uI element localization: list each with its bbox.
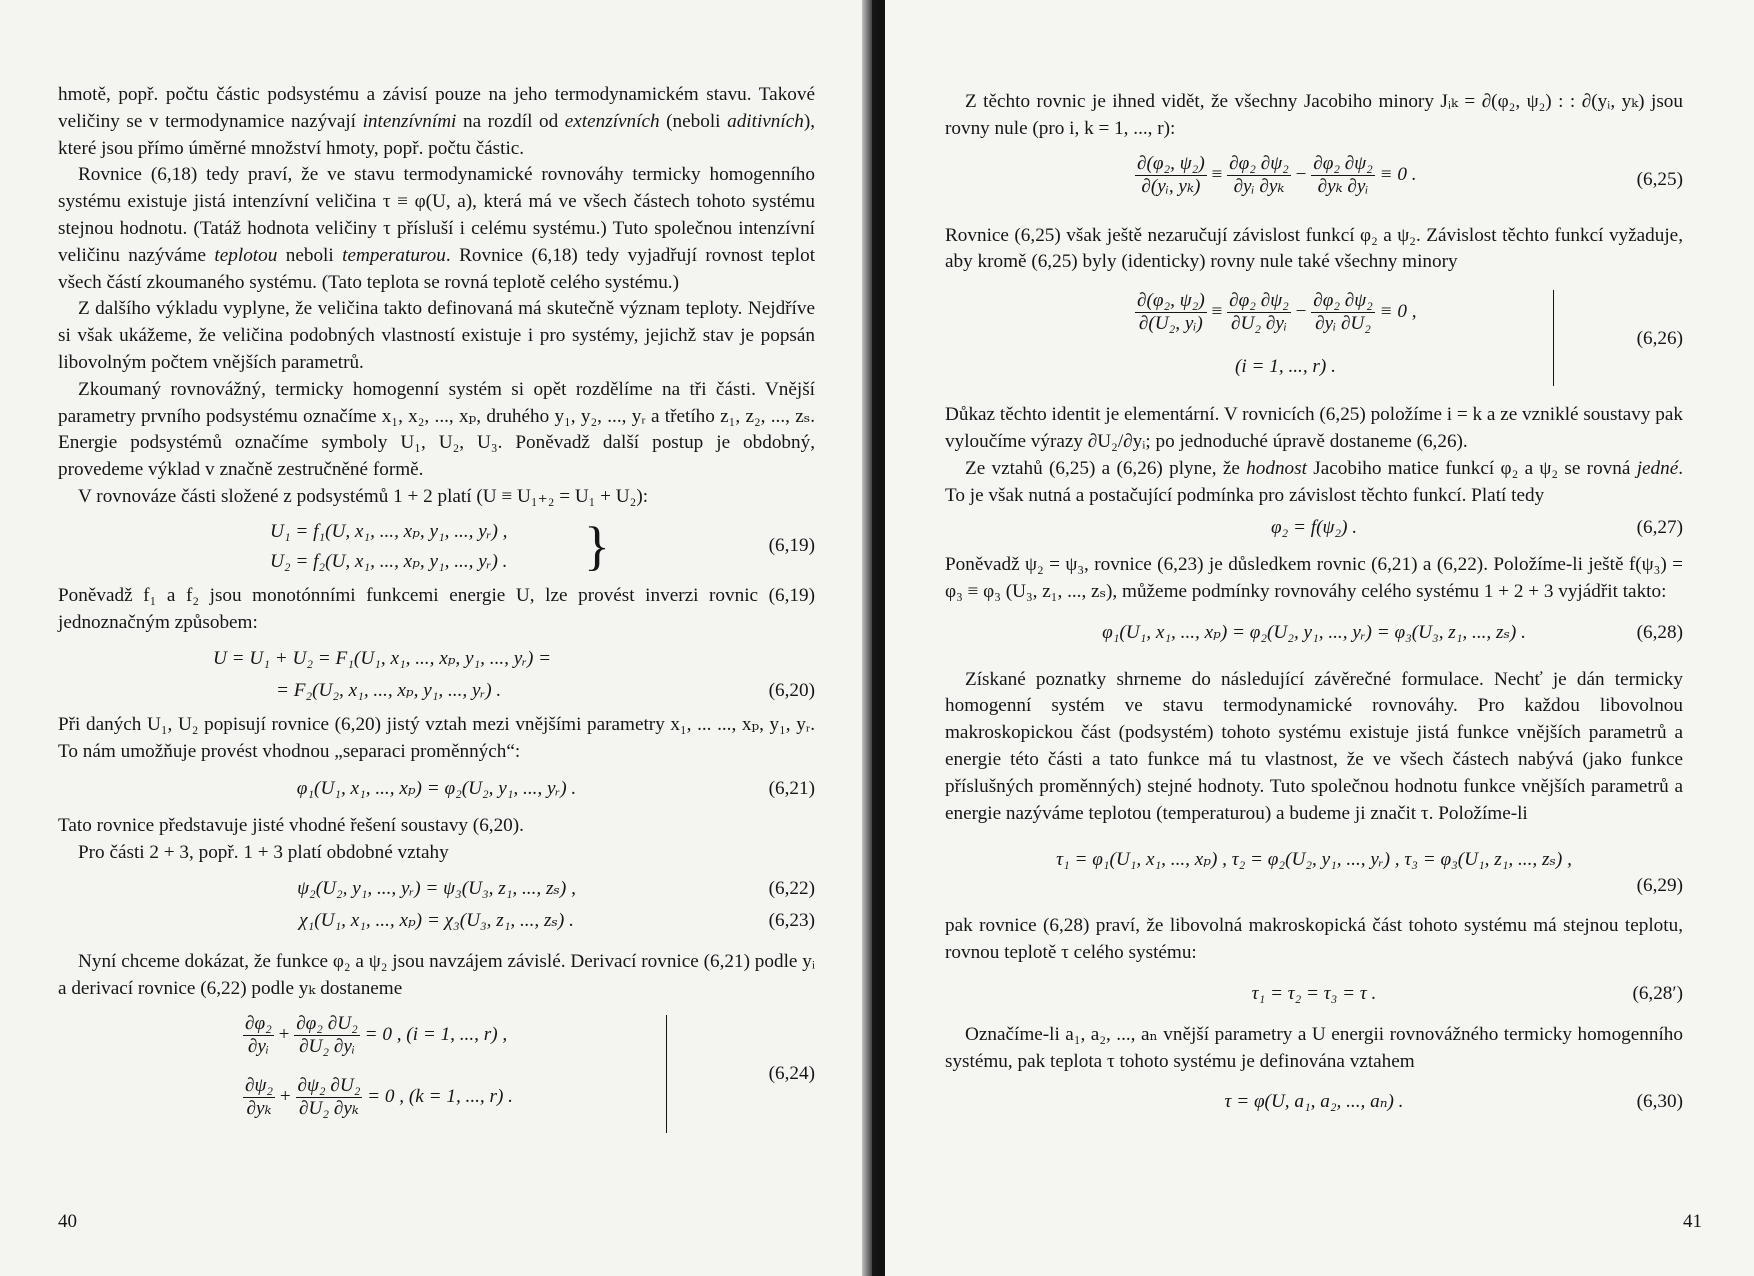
paragraph: Poněvadž f₁ a f₂ jsou monotónními funkcemi energie U, lze provést inverzi rovnic (6,19) jednoznačným způsobem: bbox=[58, 584, 815, 633]
paragraph: hmotě, popř. počtu částic podsystému a závisí pouze na jeho termodynamickém stavu. Takové veličiny se v termodynamice nazývají intenzívními na rozdíl od extenzívních (neboli aditivních), které jsou přímo úměrné množství hmoty, popř. počtu částic. bbox=[58, 84, 816, 159]
paragraph: pak rovnice (6,28) praví, že libovolná makroskopická část tohoto systému má stejnou teplotu, rovnou teplotě τ celého systému: bbox=[945, 915, 1683, 964]
equation-line: τ₁ = τ₂ = τ₃ = τ . bbox=[1251, 982, 1377, 1004]
equation-line: = F₂(U₂, x₁, ..., xₚ, y₁, ..., yᵣ) . bbox=[276, 680, 502, 702]
equation-line: τ₁ = φ₁(U₁, x₁, ..., xₚ) , τ₂ = φ₂(U₂, y₁, ..., yᵣ) , τ₃ = φ₃(U₁, z₁, ..., zₛ) , bbox=[1056, 849, 1572, 871]
equation-number: (6,23) bbox=[768, 910, 815, 932]
equation-line: U₂ = f₂(U, x₁, ..., xₚ, y₁, ..., yᵣ) . bbox=[270, 550, 508, 572]
equation-number: (6,28′) bbox=[1632, 982, 1683, 1004]
equation-line: U = U₁ + U₂ = F₁(U₁, x₁, ..., xₚ, y₁, ..., yᵣ) = bbox=[213, 648, 552, 670]
equation-6-28-prime bbox=[945, 981, 1683, 1008]
paragraph: Poněvadž ψ₂ = ψ₃, rovnice (6,23) je důsledkem rovnic (6,21) a (6,22). Položíme-li ještě f(ψ₃) = φ₃ ≡ φ₃ (U₃, z₁, ..., zₛ), můžeme podmínky rovnováhy celého systému 1 + 2 + 3 vyjádřit takto: bbox=[945, 554, 1683, 602]
equation-number: (6,24) bbox=[768, 1062, 815, 1084]
paragraph: V rovnováze části složené z podsystémů 1 + 2 platí (U ≡ U₁₊₂ = U₁ + U₂): bbox=[78, 485, 649, 507]
paragraph: Získané poznatky shrneme do následující závěrečné formulace. Nechť je dán termicky homogenní systém ve stavu termodynamické rovnováhy. Pro každou libovolnou makroskopickou část (podsystém) tohoto systému existuje jistá funkce vnějších parametrů a energie této části a tato funkce má tu vlastnost, že ve všech částech nabývá (jako funkce příslušných proměnných) stejné hodnoty. Tuto společnou hodnotu funkce vnějších parametrů a energie nazýváme teplotou (temperaturou) a budeme ji značit τ. Položíme-li bbox=[945, 668, 1683, 824]
paragraph: Označíme-li a₁, a₂, ..., aₙ vnější parametry a U energii rovnovážného termicky homogenního systému, pak teplota τ tohoto systému je definována vztahem bbox=[945, 1023, 1683, 1072]
paragraph: Tato rovnice představuje jisté vhodné řešení soustavy (6,20). bbox=[58, 814, 524, 836]
page-number: 40 bbox=[58, 1211, 77, 1233]
equation-line: χ₁(U₁, x₁, ..., xₚ) = χ₃(U₃, z₁, ..., zₛ) . bbox=[299, 910, 574, 932]
equation-6-26 bbox=[945, 290, 1683, 388]
equation-line: φ₂ = f(ψ₂) . bbox=[1270, 517, 1358, 539]
equation-line: U₁ = f₁(U, x₁, ..., xₚ, y₁, ..., yᵣ) , bbox=[270, 520, 508, 542]
paragraph: Pro části 2 + 3, popř. 1 + 3 platí obdobné vztahy bbox=[78, 841, 449, 863]
equation-6-29 bbox=[945, 847, 1683, 899]
equation-line: φ₁(U₁, x₁, ..., xₚ) = φ₂(U₂, y₁, ..., yᵣ) = φ₃(U₃, z₁, ..., zₛ) . bbox=[1102, 621, 1526, 643]
equation-6-21 bbox=[58, 776, 815, 803]
paragraph: Nyní chceme dokázat, že funkce φ₂ a ψ₂ jsou navzájem závislé. Derivací rovnice (6,21) podle yᵢ a derivací rovnice (6,22) podle yₖ dostaneme bbox=[58, 951, 815, 999]
equation-number: (6,21) bbox=[768, 777, 815, 799]
equation-6-30 bbox=[945, 1089, 1683, 1116]
equation-line: $\frac{\text{∂ψ₂}}{\text{∂yₖ}}$ + $\frac{\text{∂ψ₂ ∂U₂}}{\text{∂U₂ ∂yₖ}}$ = 0 , (k = 1, ..., r) . bbox=[245, 1074, 513, 1119]
paragraph: Rovnice (6,25) však ještě nezaručují závislost funkcí φ₂ a ψ₂. Závislost těchto funkcí vyžaduje, aby kromě (6,25) byly (identicky) rovny nule také všechny minory bbox=[945, 224, 1683, 273]
page-number: 41 bbox=[1683, 1211, 1702, 1233]
page-right bbox=[885, 0, 1754, 1276]
equation-6-22 bbox=[58, 876, 815, 908]
equation-line: ψ₂(U₂, y₁, ..., yᵣ) = ψ₃(U₃, z₁, ..., zₛ) , bbox=[297, 878, 576, 900]
paragraph: Při daných U₁, U₂ popisují rovnice (6,20) jistý vztah mezi vnějšími parametry x₁, ... ..., xₚ, y₁, yᵣ. To nám umožňuje provést vhodnou „separaci proměnných“: bbox=[58, 714, 815, 763]
equation-number: (6,28) bbox=[1636, 621, 1683, 643]
paragraph: Rovnice (6,18) tedy praví, že ve stavu termodynamické rovnováhy termicky homogenního systému existuje jistá intenzívní veličina τ ≡ φ(U, a), která má ve všech částech tohoto systému stejnou hodnotu. (Tatáž hodnota veličiny τ přísluší i celému systému.) Tuto společnou intenzívní veličinu nazýváme teplotou neboli temperaturou. Rovnice (6,18) tedy vyjadřují rovnost teplot všech částí zkoumaného systému. (Tato teplota se rovná teplotě celého systému.) bbox=[58, 164, 816, 293]
paragraph: Ze vztahů (6,25) a (6,26) plyne, že hodnost Jacobiho matice funkcí φ₂ a ψ₂ se rovná jedné. To je však nutná a postačující podmínka pro závislost těchto funkcí. Platí tedy bbox=[945, 457, 1684, 506]
equation-line: φ₁(U₁, x₁, ..., xₚ) = φ₂(U₂, y₁, ..., yᵣ) . bbox=[296, 777, 577, 799]
page-left bbox=[0, 0, 872, 1276]
right-column bbox=[945, 89, 1683, 1116]
paragraph: Zkoumaný rovnovážný, termicky homogenní systém si opět rozdělíme na tři části. Vnější parametry prvního podsystému označíme x₁, x₂, ..., xₚ, druhého y₁, y₂, ..., yᵣ a třetího z₁, z₂, ..., zₛ. Energie podsystémů označíme symboly U₁, U₂, U₃. Poněvadž další postup je obdobný, provedeme výklad v značně zestručněné formě. bbox=[58, 378, 815, 481]
equation-line: $\frac{\text{∂φ₂}}{\text{∂yᵢ}}$ + $\frac{\text{∂φ₂ ∂U₂}}{\text{∂U₂ ∂yᵢ}}$ = 0 , (i = 1, ..., r) , bbox=[245, 1012, 508, 1057]
left-column bbox=[58, 82, 815, 1133]
paragraph: Z dalšího výkladu vyplyne, že veličina takto definovaná má skutečně význam teploty. Nejdříve si však ukážeme, že veličina podobných vlastností existuje i pro systémy, jejichž stav je popsán libovolným počtem vnějších parametrů. bbox=[58, 298, 815, 373]
paragraph: Z těchto rovnic je ihned vidět, že všechny Jacobiho minory Jᵢₖ = ∂(φ₂, ψ₂) : : ∂(yᵢ, yₖ) jsou rovny nule (pro i, k = 1, ..., r): bbox=[945, 91, 1683, 139]
equation-number: (6,25) bbox=[1636, 168, 1683, 190]
equation-number: (6,26) bbox=[1636, 328, 1683, 350]
equation-6-28 bbox=[945, 620, 1683, 647]
equation-6-19: U₁ = f₁(U, x₁, ..., xₚ, y₁, ..., yᵣ) , U₂ = f₂(U, x₁, ..., xₚ, y₁, ..., yᵣ) . } (6,19) bbox=[270, 515, 815, 576]
equation-number: (6,19) bbox=[768, 534, 815, 556]
equation-line: $\frac{\text{∂(φ₂, ψ₂)}}{\text{∂(yᵢ, yₖ)}}$ ≡ $\frac{\text{∂φ₂ ∂ψ₂}}{\text{∂yᵢ ∂yₖ}}$ − $\frac{\text{∂φ₂ ∂ψ₂}}{\text{∂yₖ ∂yᵢ}}$ ≡ 0 . bbox=[1137, 152, 1417, 197]
equation-number: (6,22) bbox=[768, 878, 815, 900]
equation-6-27 bbox=[945, 515, 1683, 542]
equation-line: $\frac{\text{∂(φ₂, ψ₂)}}{\text{∂(U₂, yᵢ)}}$ ≡ $\frac{\text{∂φ₂ ∂ψ₂}}{\text{∂U₂ ∂yᵢ}}$ − $\frac{\text{∂φ₂ ∂ψ₂}}{\text{∂yᵢ ∂U₂}}$ ≡ 0 , bbox=[1137, 290, 1417, 335]
equation-line: τ = φ(U, a₁, a₂, ..., aₙ) . bbox=[1224, 1091, 1404, 1113]
equation-number: (6,27) bbox=[1636, 517, 1683, 539]
equation-number: (6,30) bbox=[1636, 1091, 1683, 1113]
equation-6-23 bbox=[58, 908, 815, 935]
equation-6-25 bbox=[945, 153, 1683, 209]
equation-6-24 bbox=[58, 1013, 815, 1133]
paragraph: Důkaz těchto identit je elementární. V rovnicích (6,25) položíme i = k a ze vzniklé soustavy pak vyloučíme výrazy ∂U₂/∂yᵢ; po jednoduché úpravě dostaneme (6,26). bbox=[945, 404, 1683, 452]
equation-number: (6,29) bbox=[1636, 875, 1683, 897]
equation-6-20 bbox=[58, 646, 815, 706]
equation-number: (6,20) bbox=[768, 680, 815, 702]
equation-line: (i = 1, ..., r) . bbox=[1235, 356, 1336, 378]
